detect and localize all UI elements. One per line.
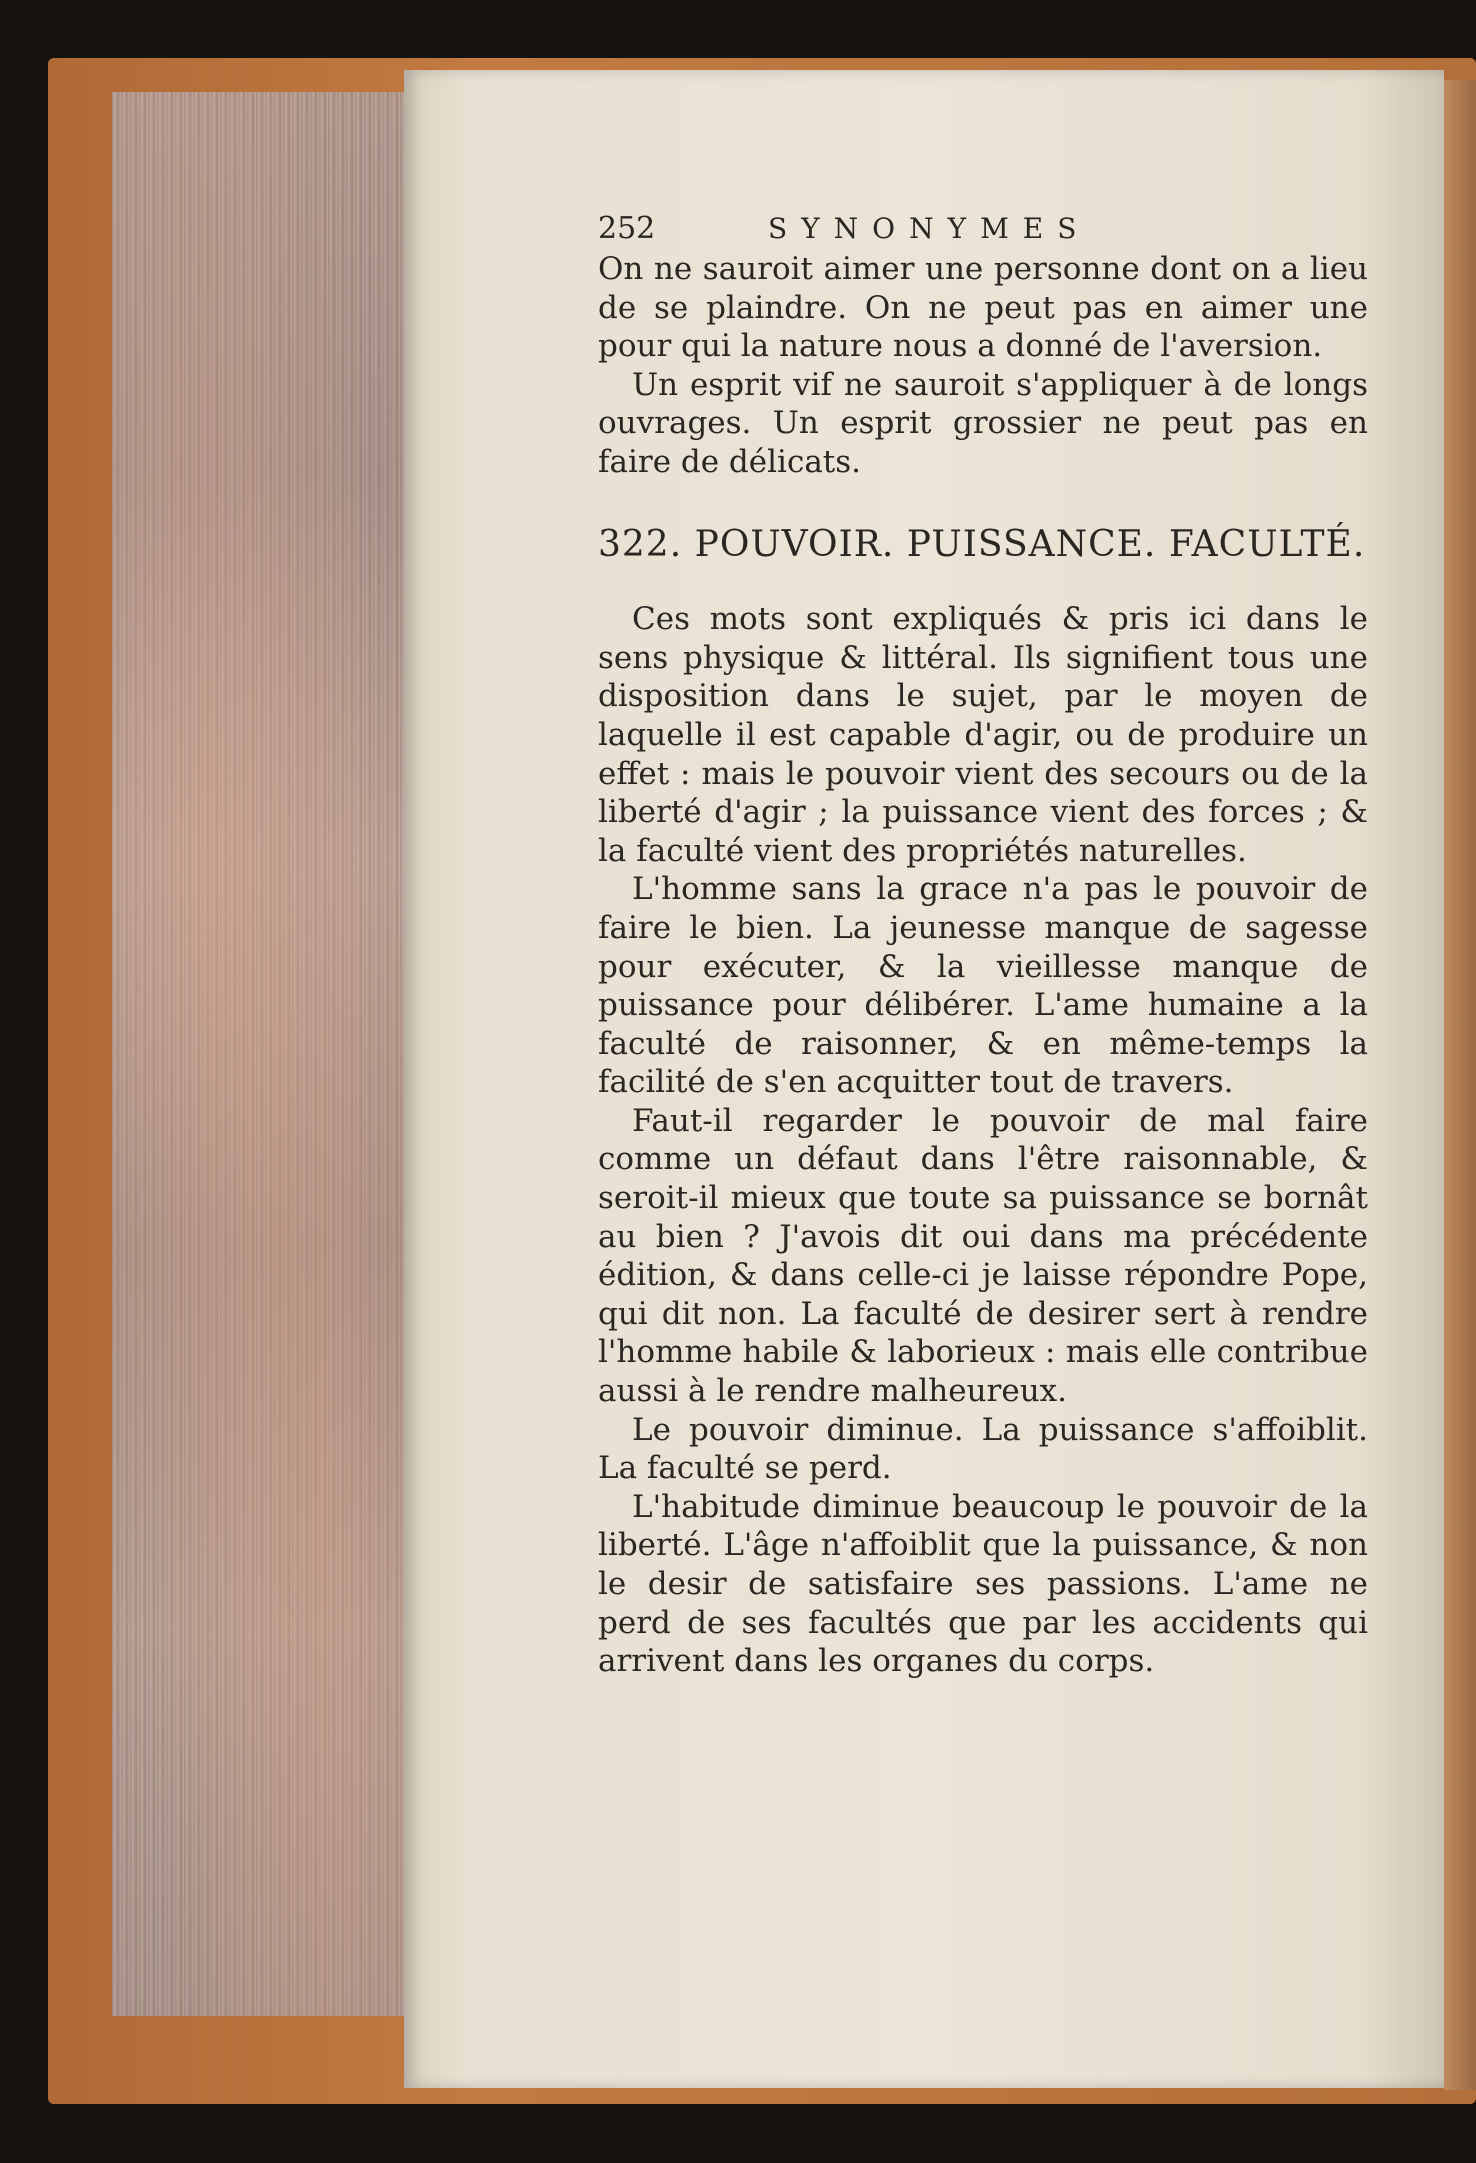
running-title: SYNONYMES — [768, 212, 1091, 245]
entry-heading — [598, 523, 1368, 565]
marbled-page-edges — [112, 92, 412, 2016]
intro-paragraph-1: On ne sauroit aimer une personne dont on a lieu de se plaindre. On ne peut pas en aimer une pour qui la nature nous a donné de l'aversion. — [598, 251, 1368, 365]
page-text — [598, 210, 1368, 1681]
entry-paragraph-5: L'habitude diminue beaucoup le pouvoir de la liberté. L'âge n'affoiblit que la puissance, & non le desir de satisfaire ses passions. L'ame ne perd de ses facultés que par les accidents qui arrivent dans les organes du corps. — [598, 1488, 1368, 1680]
page-number: 252 — [598, 211, 656, 246]
entry-paragraph-1: Ces mots sont expliqués & pris ici dans le sens physique & littéral. Ils signifient tous une disposition dans le sujet, par le moyen de laquelle il est capable d'agir, ou de produire un effet : mais le pouvoir vient des secours ou de la liberté d'agir ; la puissance vient des forces ; & la faculté vient des propriétés naturelles. — [598, 601, 1368, 869]
entry-paragraph-2: L'homme sans la grace n'a pas le pouvoir de faire le bien. La jeunesse manque de sagesse pour exécuter, & la vieillesse manque de puissance pour délibérer. L'ame humaine a la faculté de raisonner, & en même-temps la facilité de s'en acquitter tout de travers. — [598, 871, 1368, 1101]
entry-paragraph-4: Le pouvoir diminue. La puissance s'affoiblit. La faculté se perd. — [598, 1411, 1368, 1487]
entry-paragraph-3: Faut-il regarder le pouvoir de mal faire comme un défaut dans l'être raisonnable, & seroit-il mieux que toute sa puissance se bornât au bien ? J'avois dit oui dans ma précédente édition, & dans celle-ci je laisse répondre Pope, qui dit non. La faculté de desirer sert à rendre l'homme habile & laborieux : mais elle contribue aussi à le rendre malheureux. — [598, 1102, 1368, 1410]
running-head — [598, 210, 1368, 250]
facing-page-edge — [1444, 80, 1476, 2090]
entry-heading-text: 322. POUVOIR. PUISSANCE. FACULTÉ. — [598, 523, 1366, 565]
intro-paragraph-2: Un esprit vif ne sauroit s'appliquer à de longs ouvrages. Un esprit grossier ne peut pas en faire de délicats. — [598, 366, 1368, 480]
